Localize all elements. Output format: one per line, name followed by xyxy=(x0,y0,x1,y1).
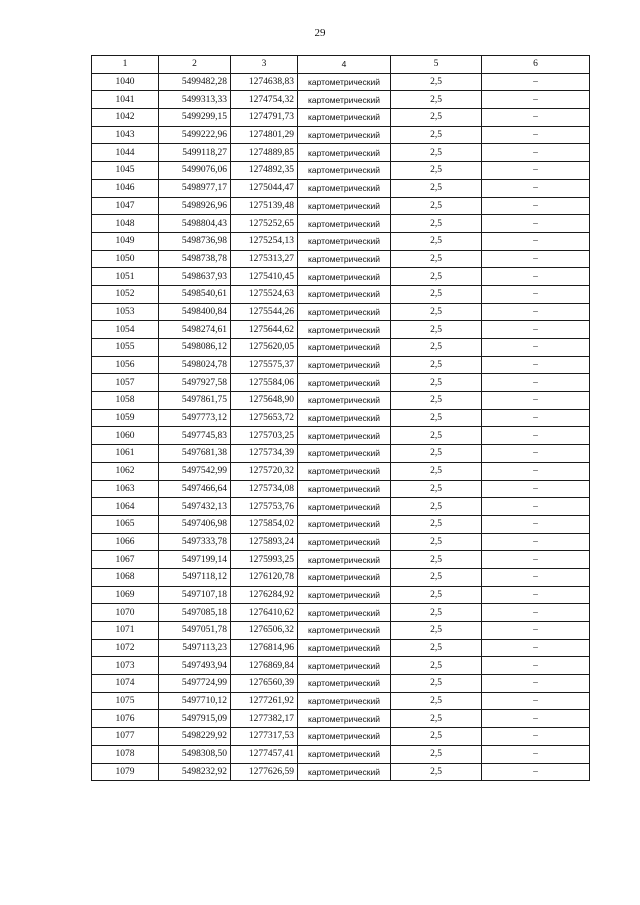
accuracy-cell: 2,5 xyxy=(391,462,482,480)
method-cell: картометрический xyxy=(298,728,391,746)
note-cell: – xyxy=(482,745,590,763)
method-cell: картометрический xyxy=(298,179,391,197)
point-number-cell: 1050 xyxy=(92,250,159,268)
table-row xyxy=(92,551,590,569)
table-row xyxy=(92,339,590,357)
y-coordinate-cell: 1274892,35 xyxy=(231,162,298,180)
method-cell: картометрический xyxy=(298,126,391,144)
table-header-row xyxy=(92,56,590,74)
point-number-cell: 1078 xyxy=(92,745,159,763)
accuracy-cell: 2,5 xyxy=(391,144,482,162)
note-cell: – xyxy=(482,639,590,657)
table-row xyxy=(92,657,590,675)
y-coordinate-cell: 1275410,45 xyxy=(231,268,298,286)
point-number-cell: 1046 xyxy=(92,179,159,197)
method-cell: картометрический xyxy=(298,356,391,374)
note-cell: – xyxy=(482,232,590,250)
method-cell: картометрический xyxy=(298,374,391,392)
method-cell: картометрический xyxy=(298,392,391,410)
y-coordinate-cell: 1275734,39 xyxy=(231,445,298,463)
y-coordinate-cell: 1276869,84 xyxy=(231,657,298,675)
table-row xyxy=(92,162,590,180)
y-coordinate-cell: 1274638,83 xyxy=(231,73,298,91)
accuracy-cell: 2,5 xyxy=(391,374,482,392)
point-number-cell: 1058 xyxy=(92,392,159,410)
note-cell: – xyxy=(482,162,590,180)
method-cell: картометрический xyxy=(298,427,391,445)
point-number-cell: 1079 xyxy=(92,763,159,781)
accuracy-cell: 2,5 xyxy=(391,551,482,569)
point-number-cell: 1042 xyxy=(92,109,159,127)
x-coordinate-cell: 5499482,28 xyxy=(159,73,231,91)
y-coordinate-cell: 1277261,92 xyxy=(231,692,298,710)
column-header-1: 1 xyxy=(92,56,159,74)
y-coordinate-cell: 1274801,29 xyxy=(231,126,298,144)
point-number-cell: 1077 xyxy=(92,728,159,746)
note-cell: – xyxy=(482,215,590,233)
note-cell: – xyxy=(482,250,590,268)
method-cell: картометрический xyxy=(298,622,391,640)
accuracy-cell: 2,5 xyxy=(391,586,482,604)
y-coordinate-cell: 1275753,76 xyxy=(231,498,298,516)
y-coordinate-cell: 1275254,13 xyxy=(231,232,298,250)
accuracy-cell: 2,5 xyxy=(391,215,482,233)
note-cell: – xyxy=(482,197,590,215)
y-coordinate-cell: 1275734,08 xyxy=(231,480,298,498)
point-number-cell: 1054 xyxy=(92,321,159,339)
table-row xyxy=(92,126,590,144)
table-row xyxy=(92,692,590,710)
point-number-cell: 1068 xyxy=(92,568,159,586)
accuracy-cell: 2,5 xyxy=(391,109,482,127)
x-coordinate-cell: 5497466,64 xyxy=(159,480,231,498)
x-coordinate-cell: 5499222,96 xyxy=(159,126,231,144)
x-coordinate-cell: 5497915,09 xyxy=(159,710,231,728)
method-cell: картометрический xyxy=(298,409,391,427)
table-row xyxy=(92,515,590,533)
y-coordinate-cell: 1275313,27 xyxy=(231,250,298,268)
point-number-cell: 1069 xyxy=(92,586,159,604)
point-number-cell: 1053 xyxy=(92,303,159,321)
accuracy-cell: 2,5 xyxy=(391,692,482,710)
note-cell: – xyxy=(482,321,590,339)
table-row xyxy=(92,356,590,374)
column-header-2: 2 xyxy=(159,56,231,74)
table-row xyxy=(92,109,590,127)
table-row xyxy=(92,215,590,233)
table-row xyxy=(92,498,590,516)
y-coordinate-cell: 1274889,85 xyxy=(231,144,298,162)
method-cell: картометрический xyxy=(298,498,391,516)
method-cell: картометрический xyxy=(298,268,391,286)
x-coordinate-cell: 5498540,61 xyxy=(159,285,231,303)
table-body xyxy=(92,56,590,781)
accuracy-cell: 2,5 xyxy=(391,179,482,197)
x-coordinate-cell: 5499299,15 xyxy=(159,109,231,127)
method-cell: картометрический xyxy=(298,639,391,657)
table-row xyxy=(92,445,590,463)
point-number-cell: 1056 xyxy=(92,356,159,374)
method-cell: картометрический xyxy=(298,675,391,693)
note-cell: – xyxy=(482,339,590,357)
accuracy-cell: 2,5 xyxy=(391,498,482,516)
point-number-cell: 1049 xyxy=(92,232,159,250)
point-number-cell: 1062 xyxy=(92,462,159,480)
method-cell: картометрический xyxy=(298,109,391,127)
x-coordinate-cell: 5498400,84 xyxy=(159,303,231,321)
note-cell: – xyxy=(482,91,590,109)
point-number-cell: 1075 xyxy=(92,692,159,710)
point-number-cell: 1065 xyxy=(92,515,159,533)
table-row xyxy=(92,232,590,250)
table-row xyxy=(92,533,590,551)
accuracy-cell: 2,5 xyxy=(391,427,482,445)
x-coordinate-cell: 5497113,23 xyxy=(159,639,231,657)
y-coordinate-cell: 1275648,90 xyxy=(231,392,298,410)
point-number-cell: 1041 xyxy=(92,91,159,109)
table-row xyxy=(92,392,590,410)
table-row xyxy=(92,285,590,303)
y-coordinate-cell: 1275252,65 xyxy=(231,215,298,233)
point-number-cell: 1076 xyxy=(92,710,159,728)
accuracy-cell: 2,5 xyxy=(391,604,482,622)
accuracy-cell: 2,5 xyxy=(391,197,482,215)
note-cell: – xyxy=(482,126,590,144)
y-coordinate-cell: 1275993,25 xyxy=(231,551,298,569)
note-cell: – xyxy=(482,568,590,586)
note-cell: – xyxy=(482,622,590,640)
table-row xyxy=(92,763,590,781)
accuracy-cell: 2,5 xyxy=(391,745,482,763)
method-cell: картометрический xyxy=(298,710,391,728)
coordinates-table xyxy=(91,55,590,781)
y-coordinate-cell: 1275644,62 xyxy=(231,321,298,339)
y-coordinate-cell: 1276560,39 xyxy=(231,675,298,693)
method-cell: картометрический xyxy=(298,604,391,622)
table-row xyxy=(92,745,590,763)
accuracy-cell: 2,5 xyxy=(391,73,482,91)
table-row xyxy=(92,568,590,586)
accuracy-cell: 2,5 xyxy=(391,515,482,533)
method-cell: картометрический xyxy=(298,232,391,250)
point-number-cell: 1043 xyxy=(92,126,159,144)
method-cell: картометрический xyxy=(298,73,391,91)
table-row xyxy=(92,675,590,693)
method-cell: картометрический xyxy=(298,551,391,569)
accuracy-cell: 2,5 xyxy=(391,480,482,498)
note-cell: – xyxy=(482,692,590,710)
table-row xyxy=(92,622,590,640)
y-coordinate-cell: 1275893,24 xyxy=(231,533,298,551)
x-coordinate-cell: 5499313,33 xyxy=(159,91,231,109)
point-number-cell: 1061 xyxy=(92,445,159,463)
accuracy-cell: 2,5 xyxy=(391,445,482,463)
accuracy-cell: 2,5 xyxy=(391,285,482,303)
accuracy-cell: 2,5 xyxy=(391,710,482,728)
note-cell: – xyxy=(482,533,590,551)
point-number-cell: 1044 xyxy=(92,144,159,162)
method-cell: картометрический xyxy=(298,763,391,781)
note-cell: – xyxy=(482,268,590,286)
x-coordinate-cell: 5497118,12 xyxy=(159,568,231,586)
accuracy-cell: 2,5 xyxy=(391,392,482,410)
accuracy-cell: 2,5 xyxy=(391,657,482,675)
table-row xyxy=(92,268,590,286)
note-cell: – xyxy=(482,498,590,516)
method-cell: картометрический xyxy=(298,657,391,675)
x-coordinate-cell: 5497406,98 xyxy=(159,515,231,533)
table-row xyxy=(92,586,590,604)
point-number-cell: 1073 xyxy=(92,657,159,675)
point-number-cell: 1064 xyxy=(92,498,159,516)
x-coordinate-cell: 5497333,78 xyxy=(159,533,231,551)
accuracy-cell: 2,5 xyxy=(391,339,482,357)
method-cell: картометрический xyxy=(298,144,391,162)
point-number-cell: 1074 xyxy=(92,675,159,693)
y-coordinate-cell: 1275139,48 xyxy=(231,197,298,215)
method-cell: картометрический xyxy=(298,586,391,604)
accuracy-cell: 2,5 xyxy=(391,763,482,781)
x-coordinate-cell: 5497724,99 xyxy=(159,675,231,693)
y-coordinate-cell: 1275620,05 xyxy=(231,339,298,357)
table-row xyxy=(92,91,590,109)
x-coordinate-cell: 5498736,98 xyxy=(159,232,231,250)
note-cell: – xyxy=(482,73,590,91)
note-cell: – xyxy=(482,604,590,622)
method-cell: картометрический xyxy=(298,303,391,321)
column-header-6: 6 xyxy=(482,56,590,74)
method-cell: картометрический xyxy=(298,480,391,498)
accuracy-cell: 2,5 xyxy=(391,639,482,657)
point-number-cell: 1045 xyxy=(92,162,159,180)
accuracy-cell: 2,5 xyxy=(391,409,482,427)
point-number-cell: 1052 xyxy=(92,285,159,303)
method-cell: картометрический xyxy=(298,445,391,463)
accuracy-cell: 2,5 xyxy=(391,126,482,144)
x-coordinate-cell: 5498977,17 xyxy=(159,179,231,197)
note-cell: – xyxy=(482,374,590,392)
x-coordinate-cell: 5498229,92 xyxy=(159,728,231,746)
x-coordinate-cell: 5498024,78 xyxy=(159,356,231,374)
y-coordinate-cell: 1275653,72 xyxy=(231,409,298,427)
x-coordinate-cell: 5498926,96 xyxy=(159,197,231,215)
table-row xyxy=(92,179,590,197)
point-number-cell: 1047 xyxy=(92,197,159,215)
method-cell: картометрический xyxy=(298,462,391,480)
accuracy-cell: 2,5 xyxy=(391,728,482,746)
method-cell: картометрический xyxy=(298,745,391,763)
method-cell: картометрический xyxy=(298,321,391,339)
accuracy-cell: 2,5 xyxy=(391,321,482,339)
y-coordinate-cell: 1275584,06 xyxy=(231,374,298,392)
note-cell: – xyxy=(482,515,590,533)
x-coordinate-cell: 5498086,12 xyxy=(159,339,231,357)
x-coordinate-cell: 5498232,92 xyxy=(159,763,231,781)
table-row xyxy=(92,197,590,215)
y-coordinate-cell: 1275854,02 xyxy=(231,515,298,533)
point-number-cell: 1067 xyxy=(92,551,159,569)
page-number: 29 xyxy=(314,27,326,39)
y-coordinate-cell: 1274754,32 xyxy=(231,91,298,109)
column-header-4: 4 xyxy=(298,56,391,74)
note-cell: – xyxy=(482,551,590,569)
note-cell: – xyxy=(482,303,590,321)
point-number-cell: 1071 xyxy=(92,622,159,640)
method-cell: картометрический xyxy=(298,515,391,533)
x-coordinate-cell: 5497861,75 xyxy=(159,392,231,410)
point-number-cell: 1055 xyxy=(92,339,159,357)
y-coordinate-cell: 1276410,62 xyxy=(231,604,298,622)
point-number-cell: 1060 xyxy=(92,427,159,445)
table-row xyxy=(92,427,590,445)
method-cell: картометрический xyxy=(298,285,391,303)
x-coordinate-cell: 5497927,58 xyxy=(159,374,231,392)
table-row xyxy=(92,374,590,392)
point-number-cell: 1059 xyxy=(92,409,159,427)
x-coordinate-cell: 5497542,99 xyxy=(159,462,231,480)
x-coordinate-cell: 5497085,18 xyxy=(159,604,231,622)
note-cell: – xyxy=(482,657,590,675)
note-cell: – xyxy=(482,109,590,127)
note-cell: – xyxy=(482,144,590,162)
point-number-cell: 1048 xyxy=(92,215,159,233)
table-row xyxy=(92,321,590,339)
y-coordinate-cell: 1275575,37 xyxy=(231,356,298,374)
y-coordinate-cell: 1276506,32 xyxy=(231,622,298,640)
method-cell: картометрический xyxy=(298,162,391,180)
y-coordinate-cell: 1275044,47 xyxy=(231,179,298,197)
y-coordinate-cell: 1277317,53 xyxy=(231,728,298,746)
method-cell: картометрический xyxy=(298,250,391,268)
y-coordinate-cell: 1277457,41 xyxy=(231,745,298,763)
table-row xyxy=(92,144,590,162)
method-cell: картометрический xyxy=(298,339,391,357)
accuracy-cell: 2,5 xyxy=(391,533,482,551)
accuracy-cell: 2,5 xyxy=(391,303,482,321)
note-cell: – xyxy=(482,427,590,445)
y-coordinate-cell: 1276284,92 xyxy=(231,586,298,604)
table-row xyxy=(92,462,590,480)
point-number-cell: 1066 xyxy=(92,533,159,551)
note-cell: – xyxy=(482,285,590,303)
x-coordinate-cell: 5497493,94 xyxy=(159,657,231,675)
y-coordinate-cell: 1276814,96 xyxy=(231,639,298,657)
note-cell: – xyxy=(482,675,590,693)
method-cell: картометрический xyxy=(298,692,391,710)
column-header-3: 3 xyxy=(231,56,298,74)
method-cell: картометрический xyxy=(298,568,391,586)
note-cell: – xyxy=(482,462,590,480)
method-cell: картометрический xyxy=(298,215,391,233)
note-cell: – xyxy=(482,179,590,197)
method-cell: картометрический xyxy=(298,197,391,215)
column-header-5: 5 xyxy=(391,56,482,74)
x-coordinate-cell: 5497710,12 xyxy=(159,692,231,710)
y-coordinate-cell: 1275544,26 xyxy=(231,303,298,321)
x-coordinate-cell: 5497773,12 xyxy=(159,409,231,427)
accuracy-cell: 2,5 xyxy=(391,162,482,180)
point-number-cell: 1070 xyxy=(92,604,159,622)
y-coordinate-cell: 1277626,59 xyxy=(231,763,298,781)
accuracy-cell: 2,5 xyxy=(391,675,482,693)
x-coordinate-cell: 5498308,50 xyxy=(159,745,231,763)
table-row xyxy=(92,303,590,321)
x-coordinate-cell: 5497681,38 xyxy=(159,445,231,463)
point-number-cell: 1072 xyxy=(92,639,159,657)
y-coordinate-cell: 1276120,78 xyxy=(231,568,298,586)
method-cell: картометрический xyxy=(298,91,391,109)
table-row xyxy=(92,73,590,91)
x-coordinate-cell: 5498274,61 xyxy=(159,321,231,339)
point-number-cell: 1040 xyxy=(92,73,159,91)
note-cell: – xyxy=(482,445,590,463)
note-cell: – xyxy=(482,480,590,498)
table-row xyxy=(92,639,590,657)
accuracy-cell: 2,5 xyxy=(391,568,482,586)
point-number-cell: 1063 xyxy=(92,480,159,498)
note-cell: – xyxy=(482,586,590,604)
x-coordinate-cell: 5497107,18 xyxy=(159,586,231,604)
y-coordinate-cell: 1277382,17 xyxy=(231,710,298,728)
accuracy-cell: 2,5 xyxy=(391,91,482,109)
table-row xyxy=(92,409,590,427)
method-cell: картометрический xyxy=(298,533,391,551)
x-coordinate-cell: 5497432,13 xyxy=(159,498,231,516)
y-coordinate-cell: 1274791,73 xyxy=(231,109,298,127)
y-coordinate-cell: 1275720,32 xyxy=(231,462,298,480)
table-row xyxy=(92,480,590,498)
x-coordinate-cell: 5498804,43 xyxy=(159,215,231,233)
x-coordinate-cell: 5499076,06 xyxy=(159,162,231,180)
table-row xyxy=(92,728,590,746)
point-number-cell: 1051 xyxy=(92,268,159,286)
point-number-cell: 1057 xyxy=(92,374,159,392)
note-cell: – xyxy=(482,409,590,427)
x-coordinate-cell: 5497199,14 xyxy=(159,551,231,569)
note-cell: – xyxy=(482,392,590,410)
table-row xyxy=(92,710,590,728)
note-cell: – xyxy=(482,356,590,374)
x-coordinate-cell: 5498738,78 xyxy=(159,250,231,268)
y-coordinate-cell: 1275524,63 xyxy=(231,285,298,303)
x-coordinate-cell: 5497745,83 xyxy=(159,427,231,445)
accuracy-cell: 2,5 xyxy=(391,356,482,374)
y-coordinate-cell: 1275703,25 xyxy=(231,427,298,445)
accuracy-cell: 2,5 xyxy=(391,250,482,268)
x-coordinate-cell: 5498637,93 xyxy=(159,268,231,286)
accuracy-cell: 2,5 xyxy=(391,268,482,286)
x-coordinate-cell: 5497051,78 xyxy=(159,622,231,640)
accuracy-cell: 2,5 xyxy=(391,622,482,640)
table-row xyxy=(92,250,590,268)
note-cell: – xyxy=(482,728,590,746)
note-cell: – xyxy=(482,763,590,781)
accuracy-cell: 2,5 xyxy=(391,232,482,250)
note-cell: – xyxy=(482,710,590,728)
table-row xyxy=(92,604,590,622)
x-coordinate-cell: 5499118,27 xyxy=(159,144,231,162)
